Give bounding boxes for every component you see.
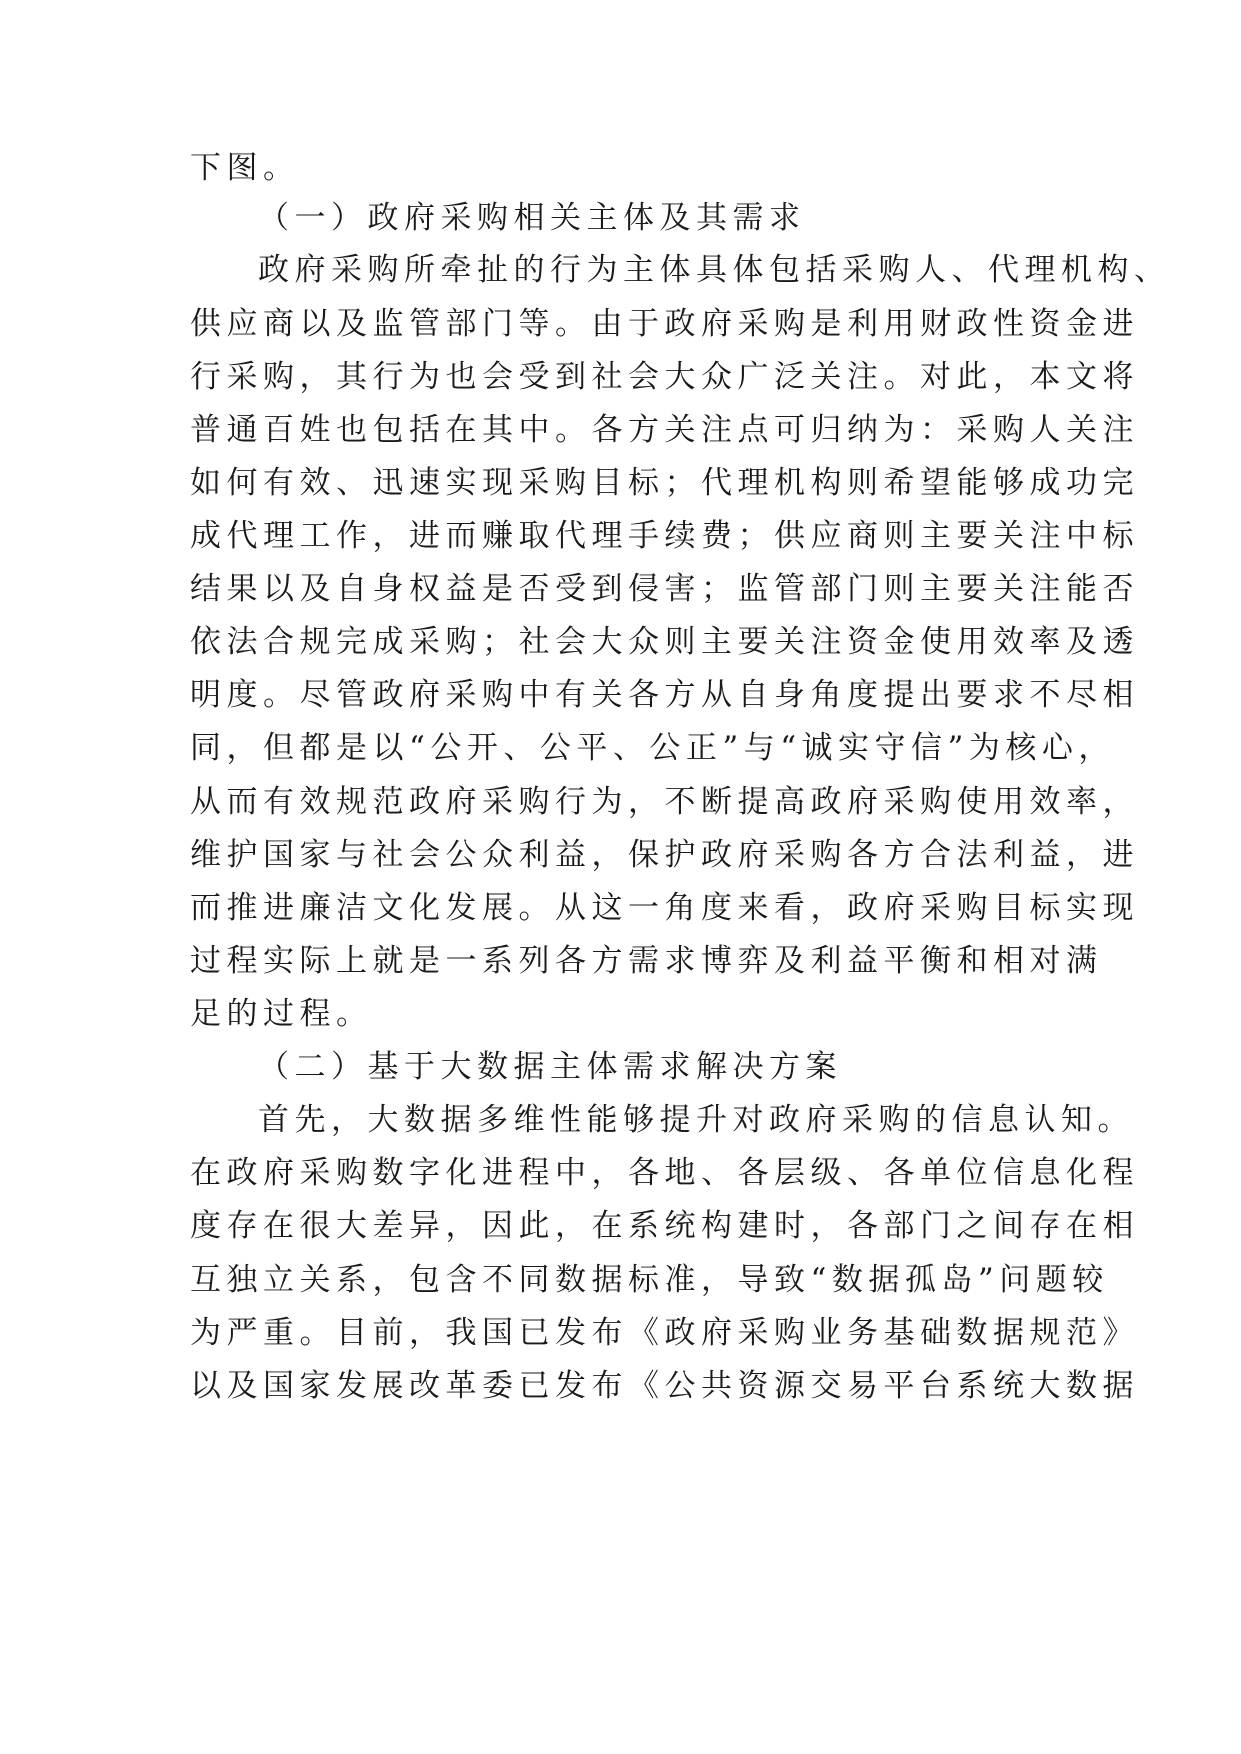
text-line: 普通百姓也包括在其中。各方关注点可归纳为：采购人关注	[190, 412, 1139, 448]
section-heading-2: （二）基于大数据主体需求解决方案	[258, 1049, 842, 1085]
text-line: 为严重。目前，我国已发布《政府采购业务基础数据规范》	[190, 1315, 1139, 1351]
text-line: 明度。尽管政府采购中有关各方从自身角度提出要求不尽相	[190, 677, 1139, 713]
paragraph-first-line: 首先，大数据多维性能够提升对政府采购的信息认知。	[258, 1102, 1134, 1138]
text-line: 从而有效规范政府采购行为，不断提高政府采购使用效率，	[190, 784, 1139, 820]
text-line: 下图。	[190, 150, 300, 186]
text-line: 在政府采购数字化进程中，各地、各层级、各单位信息化程	[190, 1155, 1139, 1191]
text-line: 互独立关系，包含不同数据标准，导致“数据孤岛”问题较	[190, 1262, 1109, 1298]
text-line: 结果以及自身权益是否受到侵害；监管部门则主要关注能否	[190, 571, 1139, 607]
text-line: 度存在很大差异，因此，在系统构建时，各部门之间存在相	[190, 1208, 1139, 1244]
text-line: 足的过程。	[190, 996, 373, 1032]
text-line: 依法合规完成采购；社会大众则主要关注资金使用效率及透	[190, 624, 1139, 660]
text-line: 同，但都是以“公开、公平、公正”与“诚实守信”为核心，	[190, 730, 1115, 766]
text-line: 供应商以及监管部门等。由于政府采购是利用财政性资金进	[190, 306, 1139, 342]
section-heading-1: （一）政府采购相关主体及其需求	[258, 200, 806, 236]
text-line: 成代理工作，进而赚取代理手续费；供应商则主要关注中标	[190, 518, 1139, 554]
text-line: 而推进廉洁文化发展。从这一角度来看，政府采购目标实现	[190, 890, 1139, 926]
text-line: 行采购，其行为也会受到社会大众广泛关注。对此，本文将	[190, 359, 1139, 395]
text-line: 过程实际上就是一系列各方需求博弈及利益平衡和相对满	[190, 943, 1103, 979]
text-line: 以及国家发展改革委已发布《公共资源交易平台系统大数据	[190, 1368, 1139, 1404]
text-line: 维护国家与社会公众利益，保护政府采购各方合法利益，进	[190, 837, 1139, 873]
paragraph-first-line: 政府采购所牵扯的行为主体具体包括采购人、代理机构、	[258, 252, 1171, 288]
text-line: 如何有效、迅速实现采购目标；代理机构则希望能够成功完	[190, 465, 1139, 501]
